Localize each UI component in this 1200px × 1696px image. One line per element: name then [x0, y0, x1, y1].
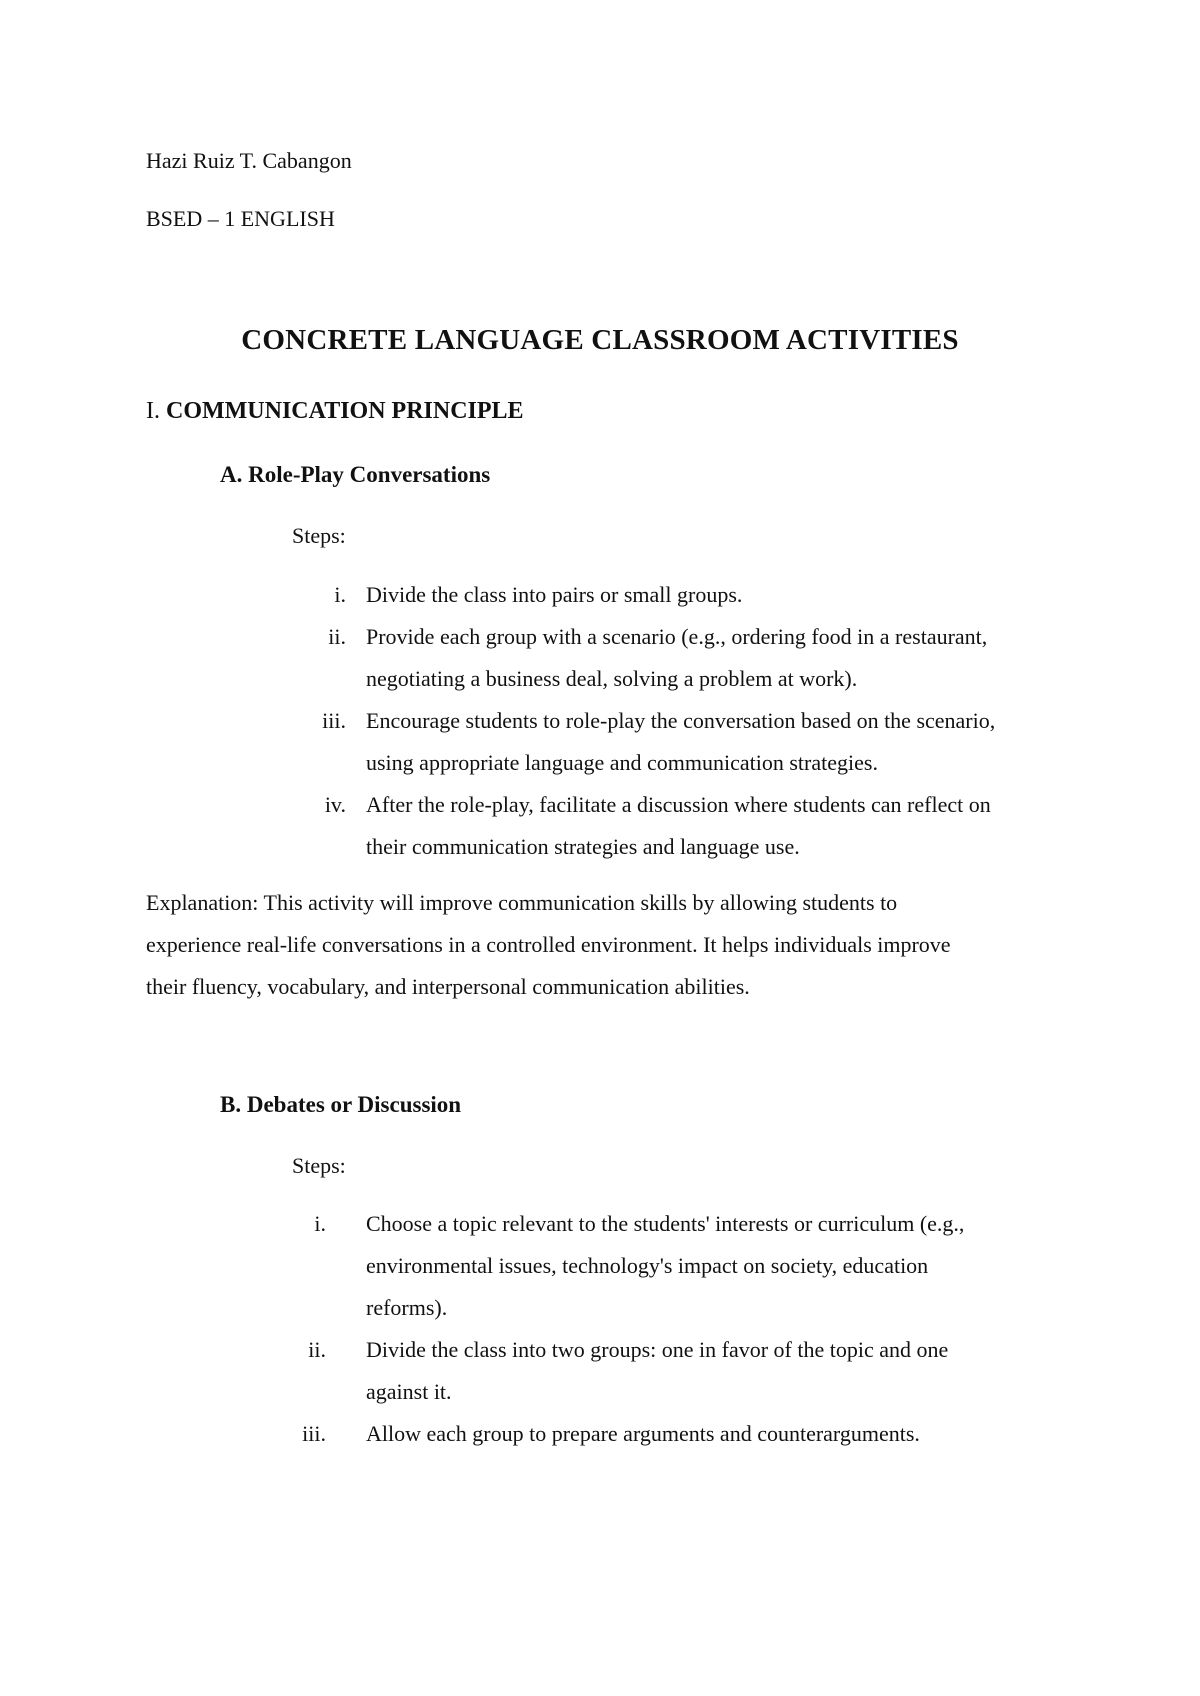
explanation-line: experience real-life conversations in a controlled environment. It helps individuals improve	[146, 932, 951, 957]
step-text: Divide the class into two groups: one in favor of the topic and one	[366, 1337, 949, 1362]
step-numeral: ii.	[308, 1337, 326, 1362]
explanation-line: Explanation: This activity will improve communication skills by allowing students to	[146, 890, 898, 915]
activity-b-heading: B. Debates or Discussion	[220, 1092, 462, 1117]
step-text: environmental issues, technology's impact on society, education	[366, 1253, 929, 1278]
document-title: CONCRETE LANGUAGE CLASSROOM ACTIVITIES	[241, 324, 959, 356]
step-numeral: iii.	[322, 708, 346, 733]
step-text: using appropriate language and communication strategies.	[366, 750, 878, 775]
step-numeral: i.	[334, 582, 346, 607]
step-numeral: ii.	[328, 624, 346, 649]
step-text: Divide the class into pairs or small groups.	[366, 582, 743, 607]
section-number: I.	[146, 398, 160, 424]
step-numeral: iii.	[302, 1421, 326, 1446]
step-text: against it.	[366, 1379, 452, 1404]
activity-b-steps-label: Steps:	[292, 1153, 346, 1178]
explanation-line: their fluency, vocabulary, and interpersonal communication abilities.	[146, 974, 750, 999]
activity-a-heading: A. Role-Play Conversations	[220, 462, 491, 487]
activity-a-steps-label: Steps:	[292, 523, 346, 548]
step-text: After the role-play, facilitate a discussion where students can reflect on	[366, 792, 991, 817]
author-name: Hazi Ruiz T. Cabangon	[146, 148, 352, 173]
step-text: Allow each group to prepare arguments and counterarguments.	[366, 1421, 920, 1446]
step-numeral: i.	[314, 1211, 326, 1236]
section-heading	[146, 398, 524, 425]
step-text: Provide each group with a scenario (e.g., ordering food in a restaurant,	[366, 624, 988, 649]
step-text: Choose a topic relevant to the students' interests or curriculum (e.g.,	[366, 1211, 965, 1236]
section-title: COMMUNICATION PRINCIPLE	[166, 398, 524, 424]
step-numeral: iv.	[324, 792, 346, 817]
step-text: their communication strategies and language use.	[366, 834, 800, 859]
course-label: BSED – 1 ENGLISH	[146, 206, 335, 231]
step-text: Encourage students to role-play the conversation based on the scenario,	[366, 708, 996, 733]
step-text: negotiating a business deal, solving a problem at work).	[366, 666, 858, 691]
step-text: reforms).	[366, 1295, 448, 1320]
